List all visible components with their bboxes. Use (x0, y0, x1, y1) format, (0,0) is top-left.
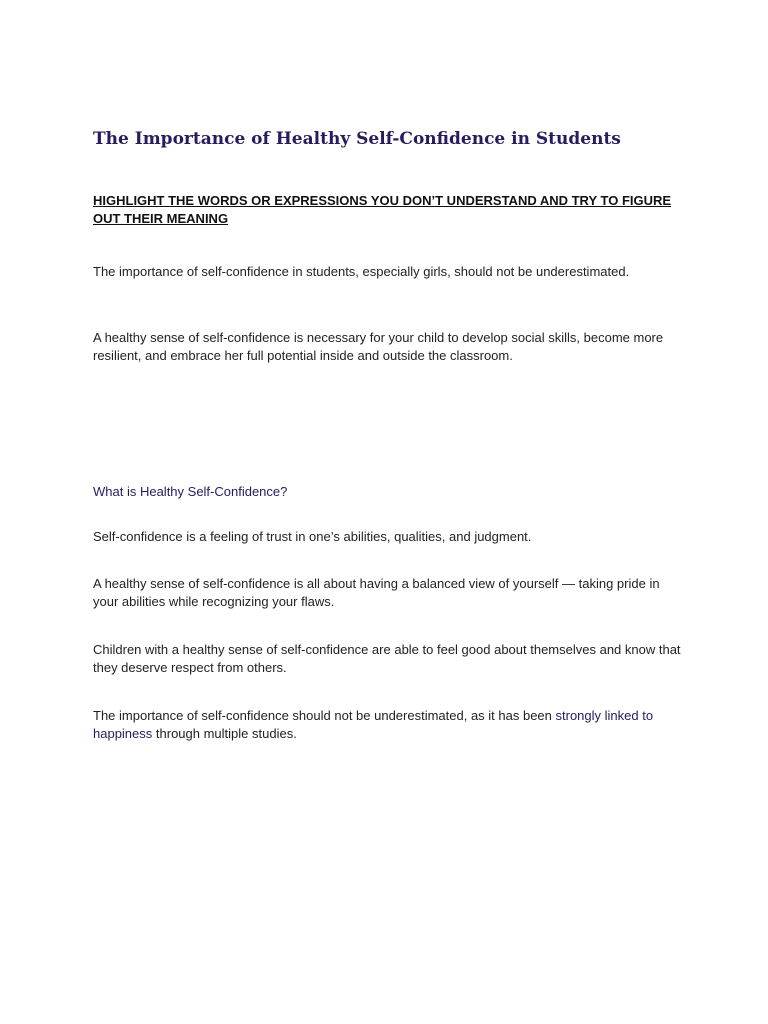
section-heading: What is Healthy Self-Confidence? (93, 484, 288, 499)
section-paragraph-3: Children with a healthy sense of self-confidence are able to feel good about themselves and know that they deserve respect from others. (93, 642, 681, 675)
last-paragraph-text-before: The importance of self-confidence should not be underestimated, as it has been (93, 708, 556, 723)
intro-paragraph-1: The importance of self-confidence in students, especially girls, should not be underestimated. (93, 264, 630, 279)
document-title: The Importance of Healthy Self-Confidence in Students (93, 129, 621, 149)
last-paragraph-text-after: through multiple studies. (152, 726, 297, 741)
last-paragraph (93, 707, 683, 743)
section-paragraph-2: A healthy sense of self-confidence is all about having a balanced view of yourself — taking pride in your abilities while recognizing your flaws. (93, 576, 660, 609)
instruction-text: HIGHLIGHT THE WORDS OR EXPRESSIONS YOU DON’T UNDERSTAND AND TRY TO FIGURE OUT THEIR MEANING (93, 193, 672, 226)
intro-paragraph-2: A healthy sense of self-confidence is necessary for your child to develop social skills, become more resilient, and embrace her full potential inside and outside the classroom. (93, 330, 664, 363)
section-paragraph-1: Self-confidence is a feeling of trust in one’s abilities, qualities, and judgment. (93, 529, 532, 544)
happiness-studies-link[interactable]: strongly linked to happiness (93, 708, 654, 741)
